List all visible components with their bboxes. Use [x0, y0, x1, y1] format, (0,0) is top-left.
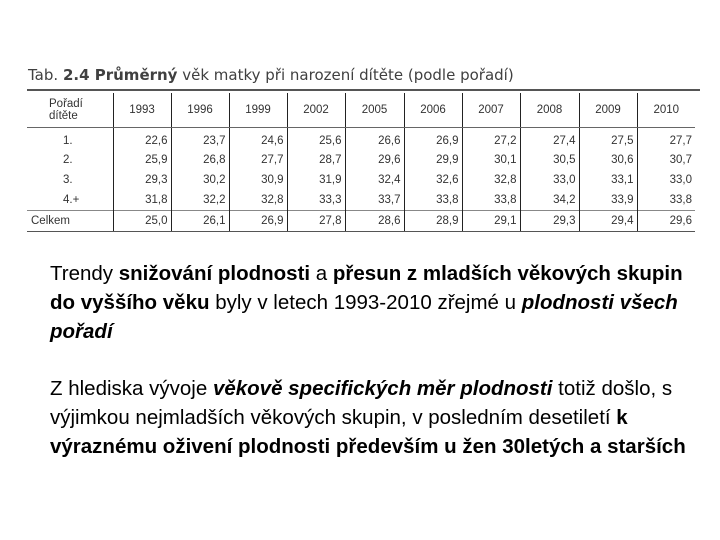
table-row	[27, 170, 695, 190]
table-row	[27, 190, 695, 211]
table-header-row	[27, 93, 695, 128]
table-cell: 25,9	[113, 150, 171, 170]
table-cell: 33,8	[462, 190, 520, 211]
table-cell: 31,9	[287, 170, 345, 190]
table-cell: 25,0	[113, 211, 171, 232]
year-header: 2009	[579, 93, 637, 128]
p2-bold-italic-rates: věkově specifických měr plodnosti	[212, 377, 553, 400]
table-cell: 28,7	[287, 150, 345, 170]
table-cell: 27,4	[520, 128, 579, 151]
year-header: 2010	[637, 93, 695, 128]
table-cell: 33,8	[404, 190, 462, 211]
caption-rest: věk matky při narození dítěte (podle pořadí)	[177, 66, 514, 84]
row-label: 1.	[63, 135, 73, 147]
table-cell: 33,8	[637, 190, 695, 211]
table-cell: 27,5	[579, 128, 637, 151]
p1-text: Trendy	[50, 262, 119, 285]
fertility-age-table	[27, 93, 695, 232]
year-header: 2006	[404, 93, 462, 128]
year-header: 2005	[345, 93, 404, 128]
table-cell: 32,8	[462, 170, 520, 190]
table-cell: 31,8	[113, 190, 171, 211]
p2-text: totiž došlo, s výjimkou nejmladších věkových skupin, v posledním desetiletí	[50, 377, 673, 429]
table-cell: 26,9	[404, 128, 462, 151]
table-cell: 26,1	[171, 211, 229, 232]
paragraph-age-specific	[50, 374, 700, 461]
table-cell: 29,6	[345, 150, 404, 170]
table-cell: 26,8	[171, 150, 229, 170]
row-label: 2.	[63, 154, 73, 166]
table-cell: 29,1	[462, 211, 520, 232]
table-cell: 25,6	[287, 128, 345, 151]
table-cell: 33,9	[579, 190, 637, 211]
row-header-line1: Pořadí	[49, 98, 83, 110]
year-header: 1999	[229, 93, 287, 128]
table-cell: 32,6	[404, 170, 462, 190]
p1-bold-decline: snižování plodnosti	[118, 262, 311, 285]
table-cell: 33,1	[579, 170, 637, 190]
table-cell: 27,8	[287, 211, 345, 232]
table-cell: 33,3	[287, 190, 345, 211]
paragraph-trends	[50, 259, 700, 346]
table-cell: 34,2	[520, 190, 579, 211]
p1-text: a	[310, 262, 333, 285]
row-label: 3.	[63, 174, 73, 186]
table-cell: 26,6	[345, 128, 404, 151]
table-row	[27, 150, 695, 170]
table-cell: 33,0	[520, 170, 579, 190]
p2-bold-revival: k výraznému oživení plodnosti především u žen 30letých a starších	[50, 406, 686, 458]
caption-bold: Průměrný	[89, 66, 178, 84]
table-cell: 24,6	[229, 128, 287, 151]
table-cell: 28,9	[404, 211, 462, 232]
table-cell: 33,0	[637, 170, 695, 190]
p1-bold-italic-all-orders: plodnosti všech pořadí	[50, 291, 678, 343]
table-cell: 30,1	[462, 150, 520, 170]
table-cell: 32,8	[229, 190, 287, 211]
year-header: 2008	[520, 93, 579, 128]
table-row-total	[27, 211, 695, 232]
table-cell: 30,7	[637, 150, 695, 170]
table-top-rule	[27, 89, 700, 91]
table-cell: 27,2	[462, 128, 520, 151]
table-cell: 32,2	[171, 190, 229, 211]
table-cell: 29,9	[404, 150, 462, 170]
table-row	[27, 128, 695, 151]
caption-number: 2.4	[62, 66, 90, 84]
year-header: 1996	[171, 93, 229, 128]
table-cell: 28,6	[345, 211, 404, 232]
year-header: 1993	[113, 93, 171, 128]
table-cell: 23,7	[171, 128, 229, 151]
table-cell: 30,2	[171, 170, 229, 190]
table-cell: 32,4	[345, 170, 404, 190]
p1-bold-shift: přesun z mladších věkových skupin do vyššího věku	[50, 262, 683, 314]
table-cell: 27,7	[637, 128, 695, 151]
p1-text: byly v letech 1993-2010 zřejmé u	[209, 291, 522, 314]
year-header: 2007	[462, 93, 520, 128]
table-cell: 29,6	[637, 211, 695, 232]
year-header: 2002	[287, 93, 345, 128]
table-cell: 26,9	[229, 211, 287, 232]
caption-prefix: Tab.	[28, 66, 63, 84]
table-cell: 29,3	[113, 170, 171, 190]
table-cell: 30,5	[520, 150, 579, 170]
table-cell: 29,3	[520, 211, 579, 232]
table-cell: 29,4	[579, 211, 637, 232]
p2-text: Z hlediska vývoje	[50, 377, 213, 400]
row-label: Celkem	[27, 211, 113, 232]
row-label: 4.+	[63, 194, 80, 206]
table-cell: 27,7	[229, 150, 287, 170]
table-cell: 30,6	[579, 150, 637, 170]
row-header-line2: dítěte	[49, 110, 78, 122]
table-cell: 33,7	[345, 190, 404, 211]
table-cell: 22,6	[113, 128, 171, 151]
table-cell: 30,9	[229, 170, 287, 190]
row-header-cell	[27, 93, 113, 128]
table-caption	[28, 66, 514, 84]
